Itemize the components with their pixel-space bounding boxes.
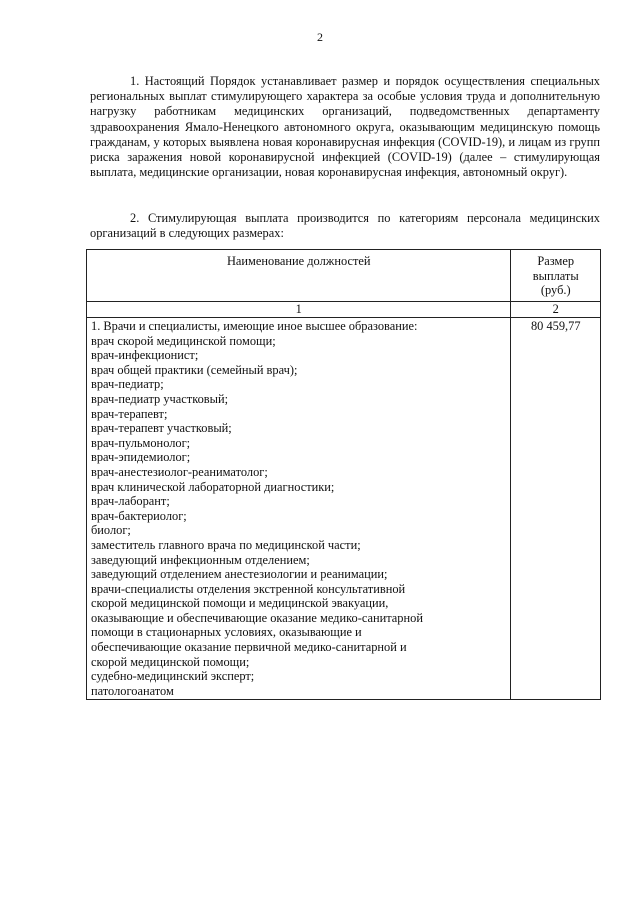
position-line: врач-анестезиолог-реаниматолог;	[91, 464, 268, 479]
header-position-names: Наименование должностей	[87, 250, 511, 302]
payment-amount: 80 459,77	[511, 318, 601, 700]
page-number: 2	[317, 30, 323, 44]
position-line: врач-бактериолог;	[91, 508, 187, 523]
position-line: врач скорой медицинской помощи;	[91, 333, 276, 348]
position-line: заведующий отделением анестезиологии и реанимации;	[91, 567, 388, 582]
header-amount-line-2: выплаты	[532, 268, 579, 283]
position-line: оказывающие и обеспечивающие оказание медико-санитарной	[91, 610, 423, 625]
position-line: врач-пульмонолог;	[91, 435, 191, 450]
position-line: скорой медицинской помощи и медицинской эвакуации,	[91, 596, 389, 611]
table-row	[87, 318, 601, 700]
position-line: помощи в стационарных условиях, оказывающие и	[91, 625, 362, 640]
position-line: 1. Врачи и специалисты, имеющие иное высшее образование:	[91, 319, 418, 333]
position-line: врач-терапевт участковый;	[91, 421, 232, 436]
position-line: скорой медицинской помощи;	[91, 654, 250, 669]
header-amount-line-1: Размер	[537, 254, 575, 268]
position-line: заведующий инфекционным отделением;	[91, 552, 310, 567]
position-line: врач-инфекционист;	[91, 348, 199, 363]
column-number-1: 1	[87, 302, 511, 318]
column-number-row	[87, 302, 601, 318]
paragraph-2: 2. Стимулирующая выплата производится по категориям персонала медицинских организаций в следующих размерах:	[90, 211, 600, 241]
position-line: судебно-медицинский эксперт;	[91, 669, 255, 684]
position-line: врачи-специалисты отделения экстренной консультативной	[91, 581, 406, 596]
header-amount-line-3: (руб.)	[540, 283, 571, 298]
position-line: врач-педиатр;	[91, 377, 164, 392]
position-line: врач общей практики (семейный врач);	[91, 362, 298, 377]
position-line: биолог;	[91, 523, 131, 538]
position-line: врач-лаборант;	[91, 494, 170, 509]
position-line: врач-терапевт;	[91, 406, 168, 421]
position-line: обеспечивающие оказание первичной медико-санитарной и	[91, 640, 407, 655]
payment-table	[86, 249, 601, 700]
paragraph-1: 1. Настоящий Порядок устанавливает размер и порядок осуществления специальных региональных выплат стимулирующего характера за особые условия труда и дополнительную нагрузку работникам медицинских организаций, подведомственных департаменту здравоохранения Ямало-Ненецкого автономного округа, оказывающим медицинскую помощь гражданам, у которых выявлена новая коронавирусная инфекция (COVID-19), и лицам из групп риска заражения новой коронавирусной инфекцией (COVID-19) (далее – стимулирующая выплата, медицинские организации, новая коронавирусная инфекция, автономный округ).	[90, 74, 600, 180]
position-line: врач клинической лабораторной диагностики;	[91, 479, 335, 494]
position-line: врач-педиатр участковый;	[91, 391, 229, 406]
position-line: врач-эпидемиолог;	[91, 450, 191, 465]
position-line: патологоанатом	[91, 683, 174, 698]
header-payment-amount	[511, 250, 601, 302]
column-number-2: 2	[511, 302, 601, 318]
positions-list	[87, 318, 511, 700]
table-header-row	[87, 250, 601, 302]
position-line: заместитель главного врача по медицинской части;	[91, 537, 361, 552]
